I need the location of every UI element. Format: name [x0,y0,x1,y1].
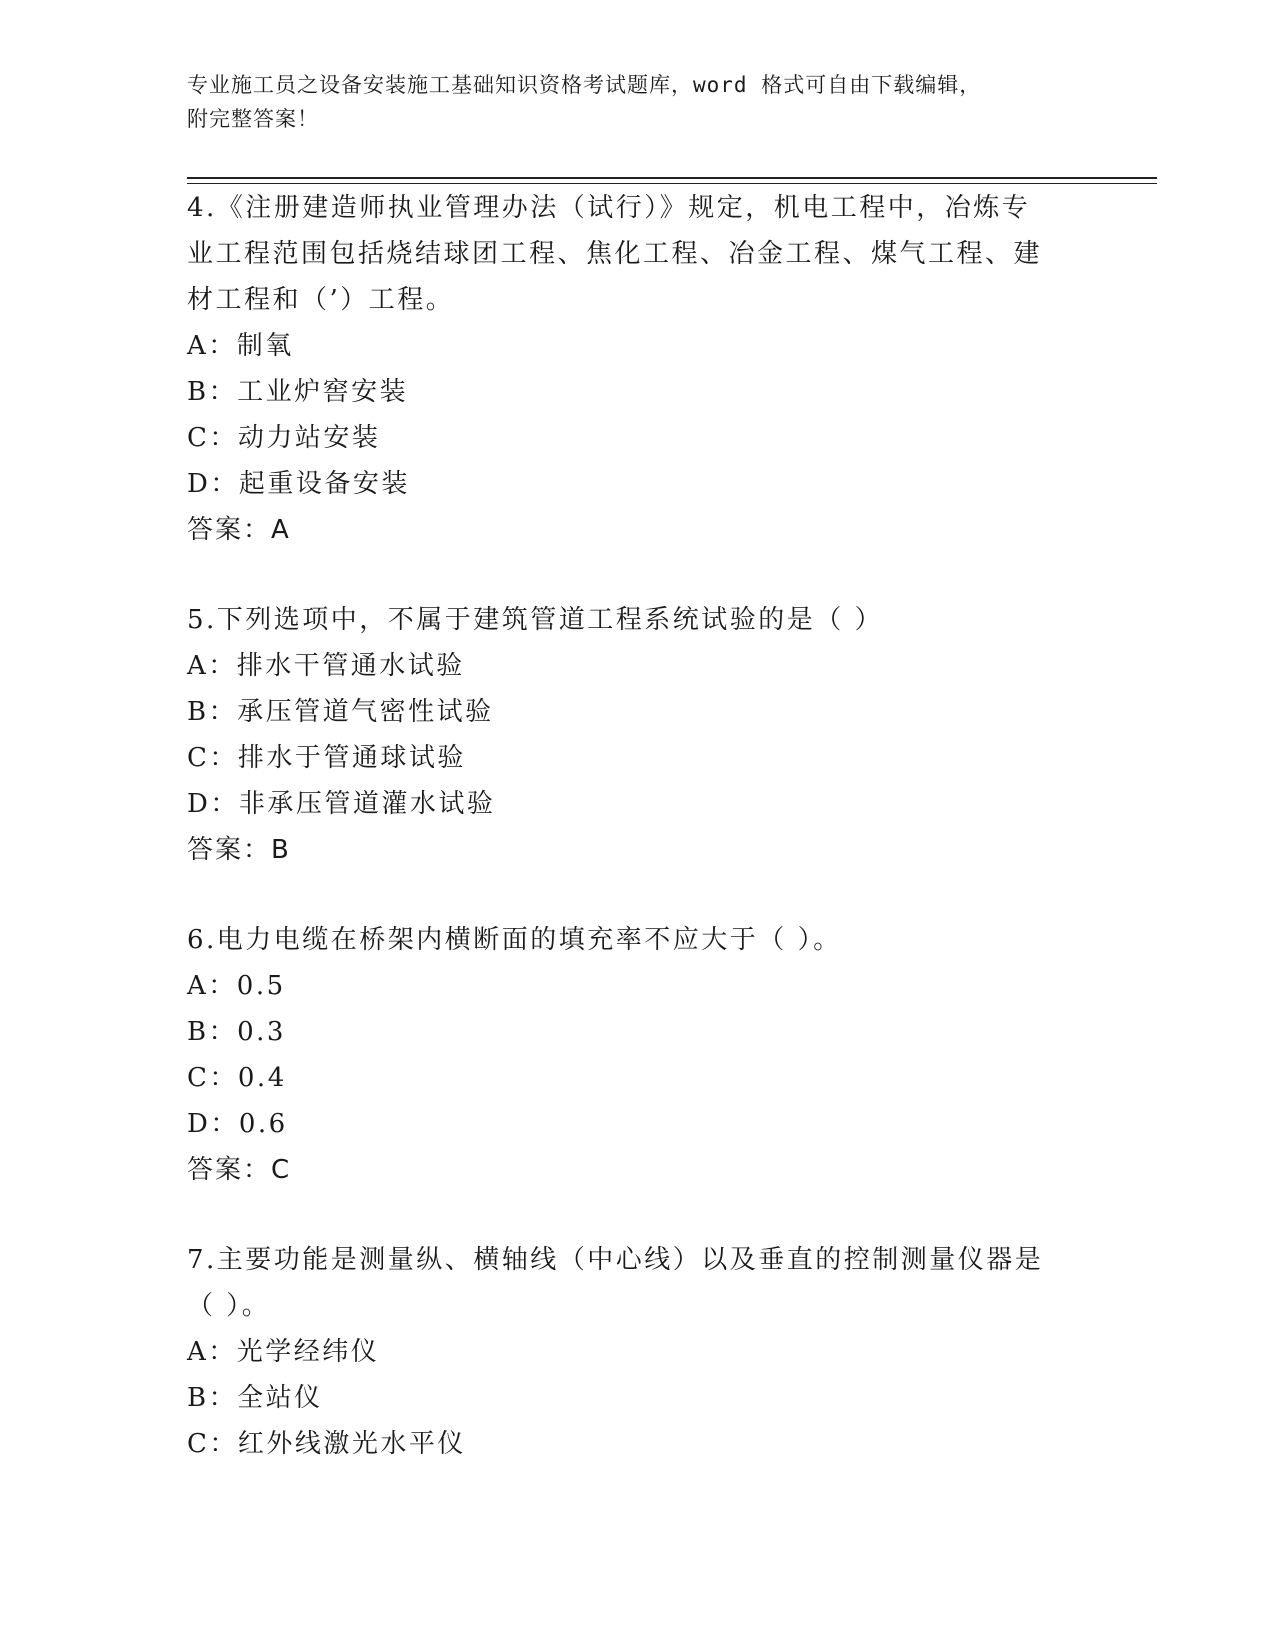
option-d: D：非承压管道灌水试验 [187,789,496,819]
option-b: B：0.3 [187,1017,286,1047]
document-header [187,68,1087,136]
option-a: A：光学经纬仪 [187,1337,380,1367]
option-a: A：0.5 [187,971,286,1001]
option-c: C：动力站安装 [187,423,381,453]
option-a: A：排水干管通水试验 [187,651,465,681]
option-b: B：承压管道气密性试验 [187,697,494,727]
question-stem-line: 材工程和（’）工程。 [187,285,455,315]
option-a: A：制氧 [187,331,294,361]
option-c: C：红外线激光水平仪 [187,1429,466,1459]
answer-line: 答案：A [187,515,291,545]
question-4 [187,185,1067,553]
question-5 [187,597,1067,873]
question-list [187,185,1067,1511]
header-title-line-2: 附完整答案！ [187,107,319,131]
header-divider-thick [187,177,1157,179]
option-c: C：排水于管通球试验 [187,743,466,773]
question-stem-line: 业工程范围包括烧结球团工程、焦化工程、冶金工程、煤气工程、建 [187,239,1043,269]
question-stem-line: 5.下列选项中，不属于建筑管道工程系统试验的是（ ） [187,605,884,635]
answer-line: 答案：C [187,1155,292,1185]
option-d: D：起重设备安装 [187,469,410,499]
answer-line: 答案：B [187,835,291,865]
header-title-line-1: 专业施工员之设备安装施工基础知识资格考试题库，word 格式可自由下载编辑， [187,73,982,97]
option-b: B：全站仪 [187,1383,323,1413]
question-6 [187,917,1067,1193]
option-c: C：0.4 [187,1063,287,1093]
option-b: B：工业炉窖安装 [187,377,409,407]
question-stem-line: 6.电力电缆在桥架内横断面的填充率不应大于（ ）。 [187,925,842,955]
question-stem-line: （ ）。 [187,1291,271,1321]
option-d: D：0.6 [187,1109,288,1139]
question-7 [187,1237,1067,1467]
question-stem-line: 7.主要功能是测量纵、横轴线（中心线）以及垂直的控制测量仪器是 [187,1245,1044,1275]
header-divider-thin [187,183,1157,184]
question-stem-line: 4.《注册建造师执业管理办法（试行）》规定，机电工程中，冶炼专 [187,193,1031,223]
